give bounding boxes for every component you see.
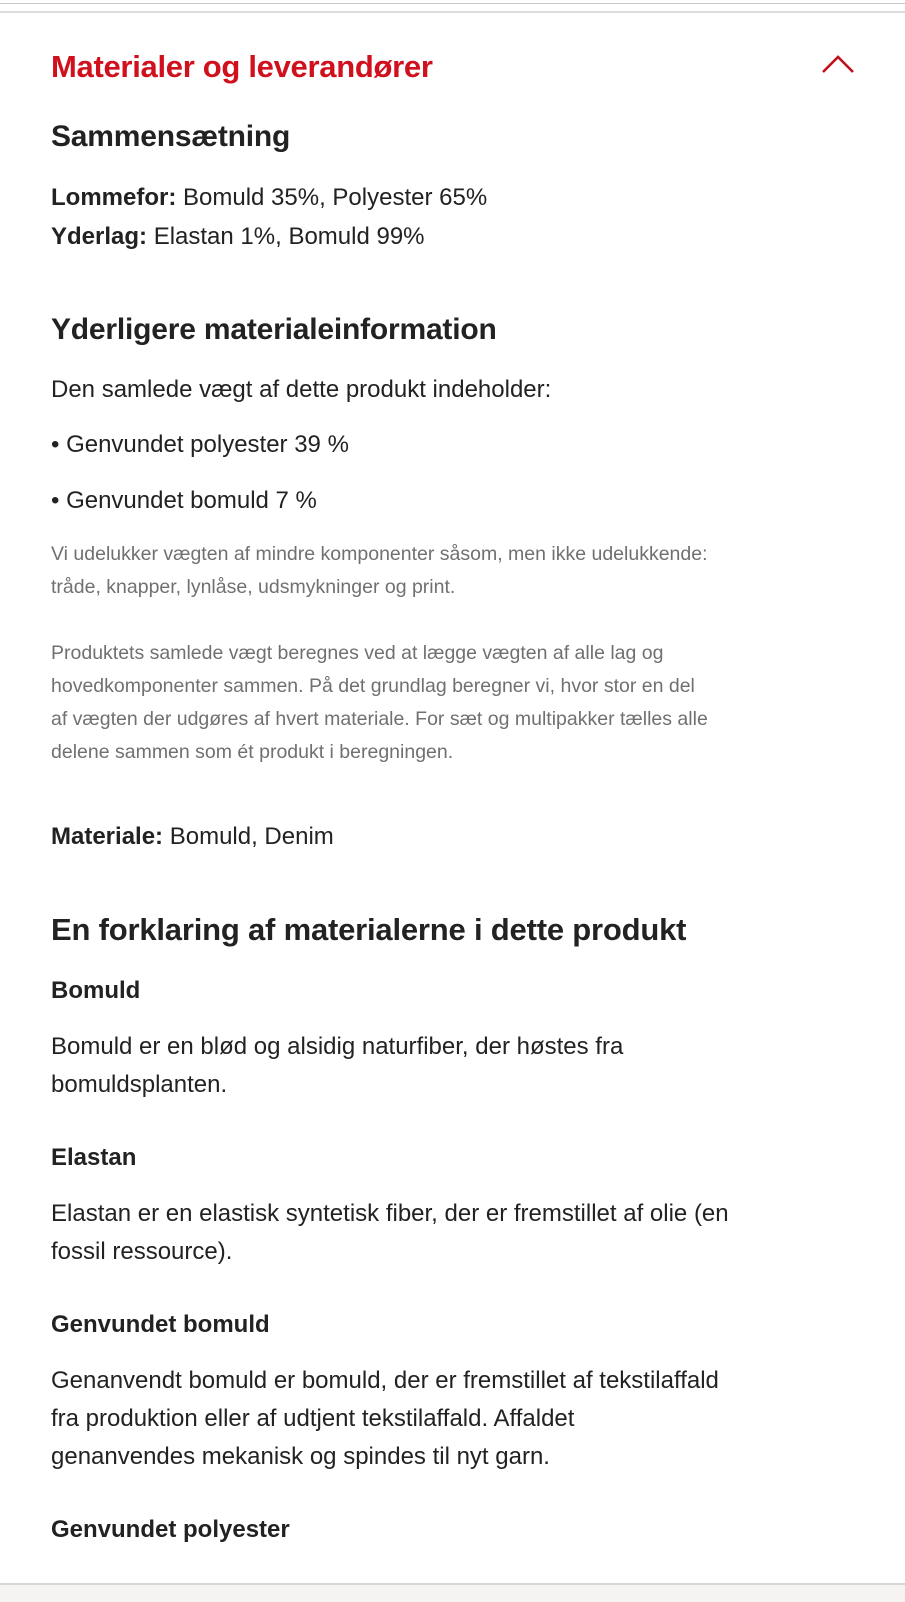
weight-intro: Den samlede vægt af dette produkt indeholder: [51, 376, 552, 403]
top-divider [0, 3, 905, 4]
note-line: hovedkomponenter sammen. På det grundlag beregner vi, hvor stor en del [51, 675, 695, 697]
composition-value: Elastan 1%, Bomuld 99% [147, 223, 425, 250]
recycled-item: • Genvundet polyester 39 % [51, 431, 349, 458]
desc-line: Genanvendt bomuld er bomuld, der er fremstillet af tekstilaffald [51, 1367, 719, 1394]
calculation-note [51, 637, 708, 769]
note-line: Produktets samlede vægt beregnes ved at lægge vægten af alle lag og [51, 642, 664, 664]
materials-accordion-header[interactable] [51, 44, 856, 90]
material-title-recycled-cotton: Genvundet bomuld [51, 1311, 270, 1338]
material-title-bomuld: Bomuld [51, 977, 141, 1004]
material-row [51, 823, 334, 851]
bottom-bar [0, 1583, 905, 1602]
composition-label: Lommefor: [51, 184, 177, 211]
material-value: Bomuld, Denim [163, 823, 334, 850]
additional-info-heading: Yderligere materialeinformation [51, 313, 497, 346]
accordion-title: Materialer og leverandører [51, 49, 433, 84]
material-label: Materiale: [51, 823, 164, 850]
composition-row-lining [51, 184, 487, 212]
material-desc-recycled-cotton [51, 1362, 719, 1476]
composition-label: Yderlag: [51, 223, 148, 250]
note-line: tråde, knapper, lynlåse, udsmykninger og print. [51, 576, 456, 598]
desc-line: fossil ressource). [51, 1238, 233, 1265]
desc-line: fra produktion eller af udtjent tekstilaffald. Affaldet [51, 1405, 575, 1432]
recycled-item: • Genvundet bomuld 7 % [51, 487, 317, 514]
note-line: af vægten der udgøres af hvert materiale. For sæt og multipakker tælles alle [51, 708, 708, 730]
desc-line: Elastan er en elastisk syntetisk fiber, der er fremstillet af olie (en [51, 1200, 729, 1227]
top-divider-secondary [0, 11, 905, 13]
material-desc-bomuld [51, 1028, 623, 1104]
desc-line: Bomuld er en blød og alsidig naturfiber, der høstes fra [51, 1033, 624, 1060]
desc-line: bomuldsplanten. [51, 1071, 228, 1098]
material-desc-elastan [51, 1195, 729, 1271]
composition-value: Bomuld 35%, Polyester 65% [176, 184, 488, 211]
composition-row-shell [51, 223, 425, 251]
note-line: Vi udelukker vægten af mindre komponenter såsom, men ikke udelukkende: [51, 543, 708, 565]
exclusion-note [51, 538, 708, 604]
desc-line: genanvendes mekanisk og spindes til nyt garn. [51, 1443, 550, 1470]
material-title-elastan: Elastan [51, 1144, 137, 1171]
material-title-recycled-polyester: Genvundet polyester [51, 1516, 290, 1543]
composition-heading: Sammensætning [51, 120, 291, 153]
note-line: delene sammen som ét produkt i beregningen. [51, 741, 454, 763]
chevron-up-icon[interactable] [820, 50, 856, 78]
explanation-heading: En forklaring af materialerne i dette produkt [51, 912, 687, 947]
